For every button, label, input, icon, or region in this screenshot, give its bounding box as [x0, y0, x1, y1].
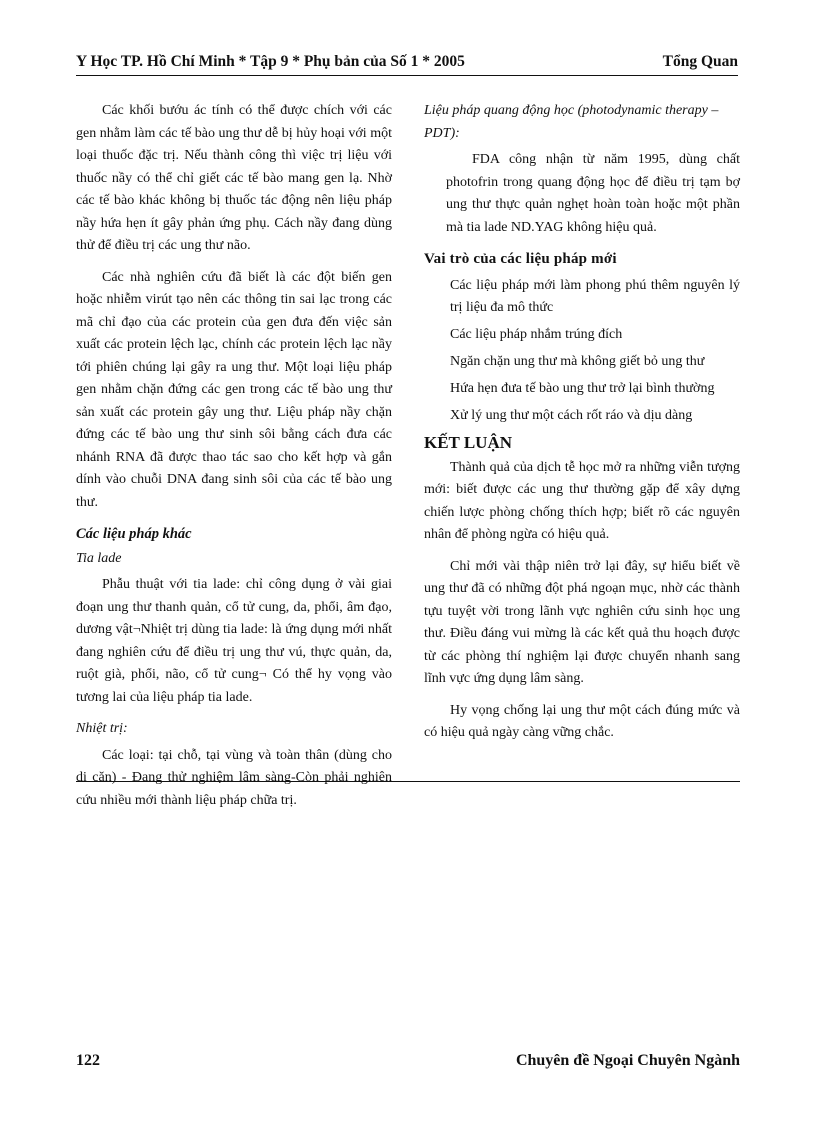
subheading-laser: Tia lade [76, 550, 122, 566]
paragraph: FDA công nhận từ năm 1995, dùng chất photofrin trong quang động học để điều trị tạm bợ ung thư thực quản nghẹt hoàn toàn hoặc một phần mà tia lade ND.YAG không hiệu quả. [446, 152, 740, 235]
paragraph: Các nhà nghiên cứu đã biết là các đột biến gen hoặc nhiễm virút tạo nên các thông tin sai lạc trong các mã chỉ đạo của các protein của gen đưa đến việc sản xuất các protein lệch lạc, chính các protein lệch lạc nầy tới phiên chúng lại gây ra ung thư. Một loại liệu pháp gen nhằm chặn đứng các gen trong các tế bào ung thư sản xuất các protein gây ung thư. Liệu pháp nầy chặn đứng các tế bào ung thư sinh sôi bằng cách đưa các nhánh RNA đã được thao tác sao cho kết hợp và gắn dính vào chuỗi DNA đang sinh sôi của các tế bào ung thư. [76, 269, 392, 510]
paragraph: Hy vọng chống lại ung thư một cách đúng mức và có hiệu quả ngày càng vững chắc. [424, 702, 740, 740]
list-item: Các liệu pháp mới làm phong phú thêm nguyên lý trị liệu đa mô thức [450, 277, 740, 315]
list-item: Các liệu pháp nhắm trúng đích [450, 327, 623, 342]
paragraph: Các loại: tại chỗ, tại vùng và toàn thân (dùng cho di căn) - Đang thử nghiệm lâm sàng-Còn phải nghiên cứu nhiều mới thành liệu pháp chữa trị. [76, 747, 392, 808]
journal-title: Y Học TP. Hồ Chí Minh * Tập 9 * Phụ bản của Số 1 * 2005 [76, 53, 465, 70]
list-item: Xử lý ung thư một cách rốt ráo và dịu dàng [450, 408, 693, 423]
section-label: Tổng Quan [662, 53, 738, 70]
footer-title: Chuyên đề Ngoại Chuyên Ngành [515, 1052, 740, 1069]
paragraph: Chỉ mới vài thập niên trở lại đây, sự hiểu biết về ung thư đã có những đột phá ngoạn mục, nhờ các thành tựu tuyệt vời trong lãnh vực nghiên cứu sinh học ung thư. Điều đáng vui mừng là các kết quả thu hoạch được từ các phòng thí nghiệm lại được chuyển nhanh sang lĩnh vực ứng dụng lâm sàng. [424, 558, 740, 686]
page-number: 122 [76, 1052, 100, 1069]
list-item: Ngăn chặn ung thư mà không giết bỏ ung thư [450, 354, 705, 369]
section-heading-role: Vai trò của các liệu pháp mới [424, 251, 617, 267]
paragraph: Thành quả của dịch tễ học mở ra những viễn tượng mới: biết được các ung thư thường gặp để xây dựng chiến lược phòng chống thích hợp; biết rõ các nguyên nhân để phòng ngừa có hiệu quả. [424, 459, 740, 542]
left-column [76, 100, 392, 821]
section-heading-other-therapies: Các liệu pháp khác [76, 526, 192, 542]
subheading-pdt: Liệu pháp quang động học (photodynamic therapy –PDT): [424, 103, 719, 141]
page-header [76, 53, 738, 76]
right-column [424, 100, 740, 754]
paragraph: Phẫu thuật với tia lade: chỉ công dụng ở vài giai đoạn ung thư thanh quản, cổ tử cung, da, phổi, âm đạo, dương vật¬Nhiệt trị dùng tia lade: là ứng dụng mới nhất đang nghiên cứu để điều trị ung thư vú, thực quản, da, ruột già, phổi, não, cổ tử cung¬ Có thể hy vọng vào tương lai của liệu pháp tia lade. [76, 577, 392, 705]
end-rule [76, 781, 740, 782]
subheading-heat: Nhiệt trị: [76, 721, 128, 736]
section-heading-conclusion: KẾT LUẬN [424, 433, 513, 452]
paragraph: Các khối bướu ác tính có thể được chích với các gen nhằm làm các tế bào ung thư dễ bị hủy hoại với một loại thuốc đặc trị. Nếu thành công thì việc trị liệu với thuốc nầy có thể chỉ giết các tế bào mang gen lạ. Nhờ các tế bào khác không bị thuốc tác động nên liệu pháp nầy hứa hẹn ít gây phản ứng phụ. Cách nầy đang dùng thử để điều trị các ung thư não. [76, 103, 392, 253]
list-item: Hứa hẹn đưa tế bào ung thư trở lại bình thường [450, 381, 715, 396]
